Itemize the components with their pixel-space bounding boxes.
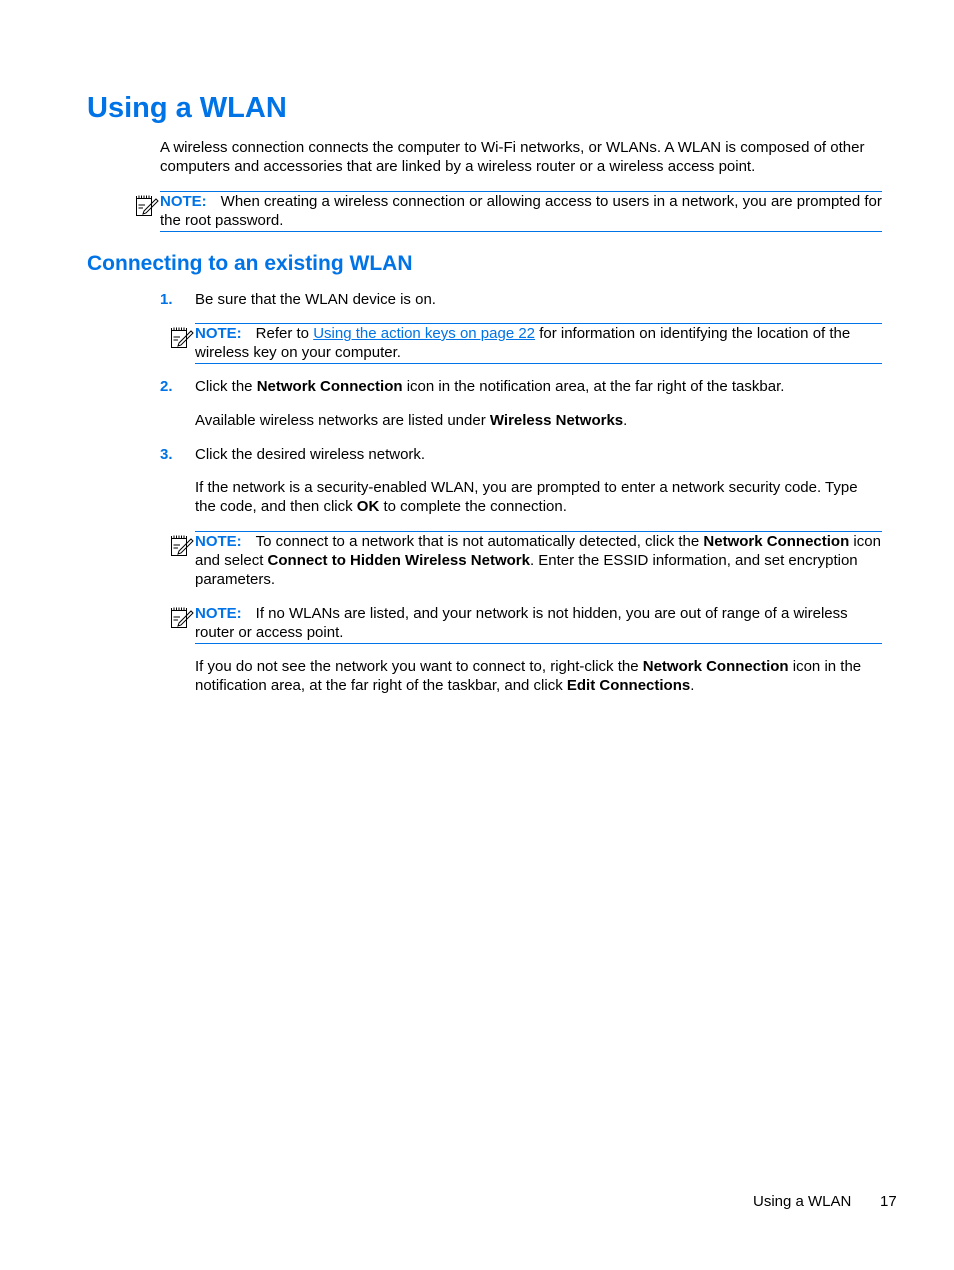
followup-post: to complete the connection. xyxy=(379,498,567,515)
final-paragraph xyxy=(195,657,885,695)
step-text-post: icon in the notification area, at the far right of the taskbar. xyxy=(402,378,785,395)
note-text-bold: Connect to Hidden Wireless Network xyxy=(267,552,530,569)
step-text-pre: Click the xyxy=(195,378,257,395)
note-text-pre: To connect to a network that is not automatically detected, click the xyxy=(255,533,704,550)
note-text-post: . Enter the ESSID information, and set encryption parameters. xyxy=(195,552,858,588)
intro-paragraph: A wireless connection connects the computer to Wi-Fi networks, or WLANs. A WLAN is composed of other computers and accessories that are linked by a wireless router or a wireless access point. xyxy=(160,139,865,175)
final-pre: If you do not see the network you want to connect to, right-click the xyxy=(195,658,643,675)
step-text-bold: Network Connection xyxy=(256,378,403,395)
footer-section: Using a WLAN xyxy=(753,1193,852,1210)
step-followup xyxy=(195,411,882,430)
action-keys-link[interactable]: Using the action keys on page 22 xyxy=(313,325,536,342)
note-text-post: for information on identifying the location of the wireless key on your computer. xyxy=(195,325,851,361)
note-text: If no WLANs are listed, and your network is not hidden, you are out of range of a wireless router or access point. xyxy=(195,605,848,641)
note-wireless-key xyxy=(195,323,882,364)
step-followup xyxy=(195,478,882,516)
note-text: When creating a wireless connection or allowing access to users in a network, you are prompted for the root password. xyxy=(160,193,882,229)
page-number: 17 xyxy=(880,1193,897,1210)
final-post: . xyxy=(690,677,695,694)
note-root-password xyxy=(160,191,882,232)
followup-post: . xyxy=(623,412,628,429)
step-text: Be sure that the WLAN device is on. xyxy=(195,291,436,308)
note-label: NOTE: xyxy=(195,325,242,342)
step-text: Click the desired wireless network. xyxy=(195,446,426,463)
section-title: Connecting to an existing WLAN xyxy=(87,252,413,275)
final-mid: icon in the notification area, at the far right of the taskbar, and click xyxy=(195,658,862,694)
note-label: NOTE: xyxy=(195,533,242,550)
note-out-of-range xyxy=(195,604,882,644)
note-pencil-icon xyxy=(170,534,194,558)
step-text xyxy=(195,377,882,396)
followup-bold: Wireless Networks xyxy=(489,412,624,429)
final-bold: Edit Connections xyxy=(566,677,691,694)
note-pencil-icon xyxy=(135,194,159,218)
note-text-pre: Refer to xyxy=(255,325,314,342)
note-hidden-network xyxy=(195,531,882,593)
followup-bold: OK xyxy=(356,498,380,515)
note-label: NOTE: xyxy=(160,193,207,210)
note-text-bold: Network Connection xyxy=(703,533,850,550)
note-pencil-icon xyxy=(170,326,194,350)
followup-pre: Available wireless networks are listed under xyxy=(195,412,490,429)
step-number: 3. xyxy=(160,446,173,463)
page-title: Using a WLAN xyxy=(87,92,287,124)
final-bold: Network Connection xyxy=(642,658,789,675)
note-pencil-icon xyxy=(170,606,194,630)
note-label: NOTE: xyxy=(195,605,242,622)
note-text-mid: icon and select xyxy=(195,533,881,569)
step-number: 1. xyxy=(160,291,173,308)
followup-pre: If the network is a security-enabled WLAN, you are prompted to enter a network security code. Type the code, and then click xyxy=(195,479,858,515)
step-number: 2. xyxy=(160,378,173,395)
